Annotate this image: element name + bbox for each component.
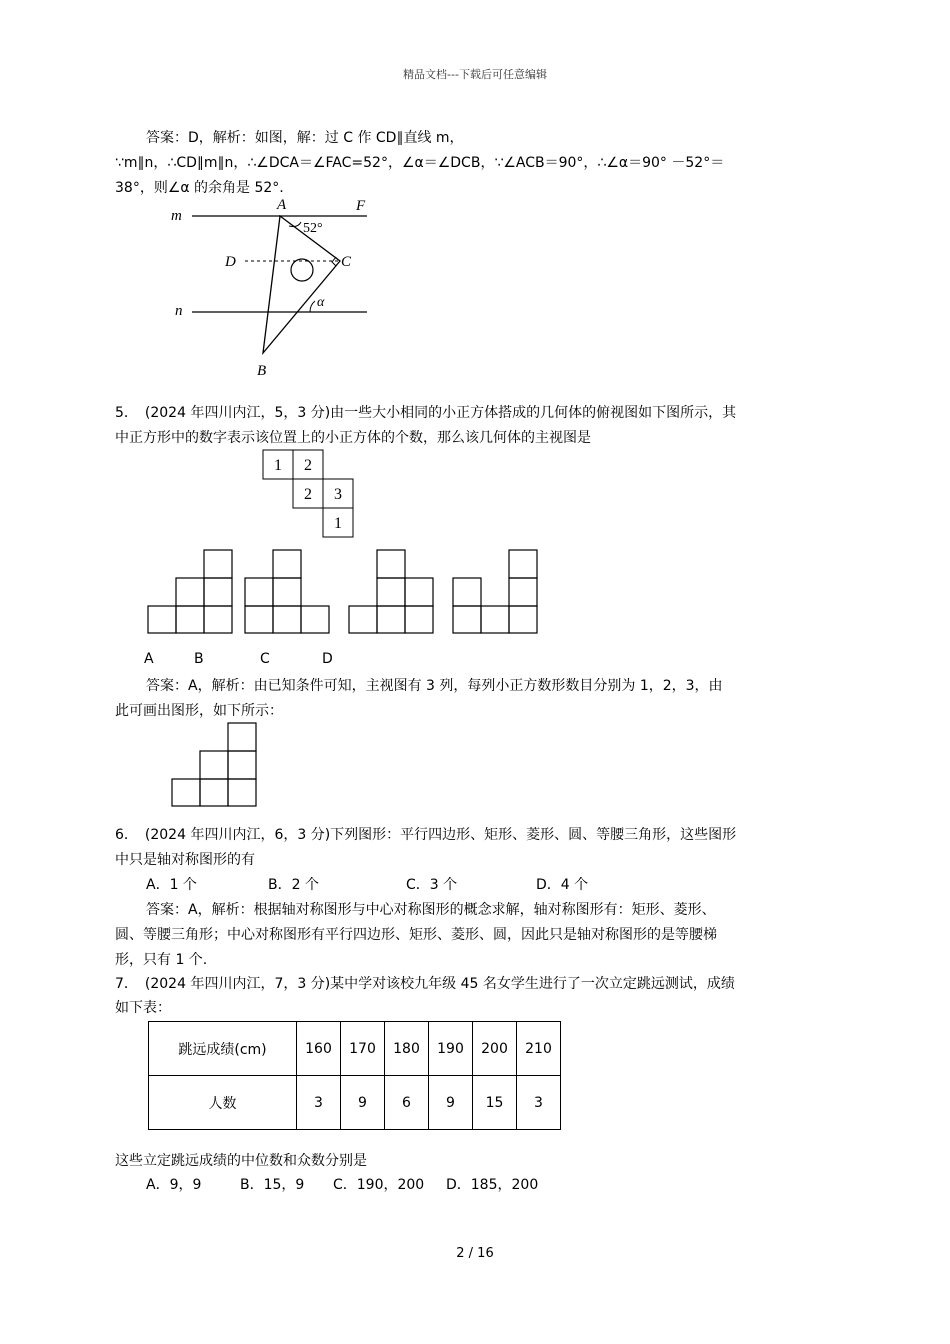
label-m: m [171, 208, 182, 224]
table-cell: 6 [385, 1076, 429, 1130]
table-row [149, 1022, 561, 1076]
q7-question: 这些立定跳远成绩的中位数和众数分别是 [115, 1153, 367, 1169]
q5-option-a-figure [147, 549, 233, 635]
q5-option-d-figure [452, 549, 538, 635]
q7-option-b: B．15，9 [240, 1177, 305, 1193]
table-header-cell: 人数 [149, 1076, 297, 1130]
q5-option-d-label: D [322, 651, 333, 667]
grid-num: 2 [304, 486, 312, 503]
table-cell: 15 [473, 1076, 517, 1130]
q7-stem-line1: 7． (2024 年四川内江，7，3 分)某中学对该校九年级 45 名女学生进行了一次立定跳远测试，成绩 [115, 976, 735, 992]
grid-num: 3 [334, 486, 342, 503]
q4-answer-line1: 答案：D，解析：如图，解：过 C 作 CD∥直线 m， [146, 130, 464, 146]
q5-option-a-label: A [144, 651, 154, 667]
table-cell: 3 [517, 1076, 561, 1130]
q7-stem-line2: 如下表： [115, 1000, 171, 1016]
table-cell: 3 [297, 1076, 341, 1130]
table-header-cell: 跳远成绩(cm) [149, 1022, 297, 1076]
table-row [149, 1076, 561, 1130]
label-F: F [356, 198, 366, 214]
q6-answer-line2: 圆、等腰三角形；中心对称图形有平行四边形、矩形、菱形、圆，因此只是轴对称图形的是等腰梯 [115, 927, 717, 943]
q4-answer-line3: 38°，则∠α 的余角是 52°. [115, 180, 284, 196]
table-cell: 160 [297, 1022, 341, 1076]
q7-option-d: D．185，200 [446, 1177, 539, 1193]
q5-stem-line1: 5． (2024 年四川内江，5，3 分)由一些大小相同的小正方体搭成的几何体的俯视图如下图所示，其 [115, 405, 737, 421]
q5-answer-line2: 此可画出图形，如下所示： [115, 703, 283, 719]
table-cell: 200 [473, 1022, 517, 1076]
q4-geometry-figure [160, 195, 380, 385]
grid-num: 1 [334, 515, 342, 532]
page-header: 精品文档---下载后可任意编辑 [403, 68, 547, 81]
q5-option-b-label: B [194, 651, 204, 667]
q6-stem-line1: 6． (2024 年四川内江，6，3 分)下列图形：平行四边形、矩形、菱形、圆、等腰三角形，这些图形 [115, 827, 737, 843]
label-B: B [257, 363, 267, 379]
label-n: n [175, 303, 183, 319]
q5-option-b-figure [244, 549, 330, 635]
page-number: 2 / 16 [456, 1246, 494, 1261]
table-cell: 9 [341, 1076, 385, 1130]
label-angle-52: 52° [303, 221, 323, 236]
q6-option-b: B．2 个 [268, 877, 319, 893]
grid-num: 1 [274, 457, 282, 474]
q6-option-a: A．1 个 [146, 877, 197, 893]
grid-num: 2 [304, 457, 312, 474]
label-alpha: α [317, 295, 325, 310]
q5-top-view-grid [262, 449, 358, 539]
table-cell: 210 [517, 1022, 561, 1076]
q6-answer-line3: 形，只有 1 个. [115, 952, 208, 968]
q5-option-c-label: C [260, 651, 270, 667]
q6-option-c: C．3 个 [406, 877, 458, 893]
table-cell: 170 [341, 1022, 385, 1076]
q4-answer-line2: ∵m∥n，∴CD∥m∥n，∴∠DCA＝∠FAC=52°，∠α＝∠DCB，∵∠ACB＝90°，∴∠α＝90° －52°＝ [115, 155, 725, 171]
q7-option-a: A．9，9 [146, 1177, 202, 1193]
q7-option-c: C．190，200 [333, 1177, 425, 1193]
q5-option-c-figure [348, 549, 434, 635]
label-A: A [277, 197, 287, 213]
q5-answer-line1: 答案：A，解析：由已知条件可知，主视图有 3 列，每列小正方数形数目分别为 1，2，3，由 [146, 678, 723, 694]
label-C: C [341, 254, 352, 270]
q6-stem-line2: 中只是轴对称图形的有 [115, 852, 255, 868]
q5-answer-figure [171, 722, 257, 808]
table-cell: 190 [429, 1022, 473, 1076]
table-cell: 9 [429, 1076, 473, 1130]
q6-answer-line1: 答案：A，解析：根据轴对称图形与中心对称图形的概念求解，轴对称图形有：矩形、菱形、 [146, 902, 716, 918]
q5-stem-line2: 中正方形中的数字表示该位置上的小正方体的个数，那么该几何体的主视图是 [115, 430, 591, 446]
q7-score-table [148, 1021, 561, 1130]
table-cell: 180 [385, 1022, 429, 1076]
q6-option-d: D．4 个 [536, 877, 589, 893]
label-D: D [225, 254, 236, 270]
